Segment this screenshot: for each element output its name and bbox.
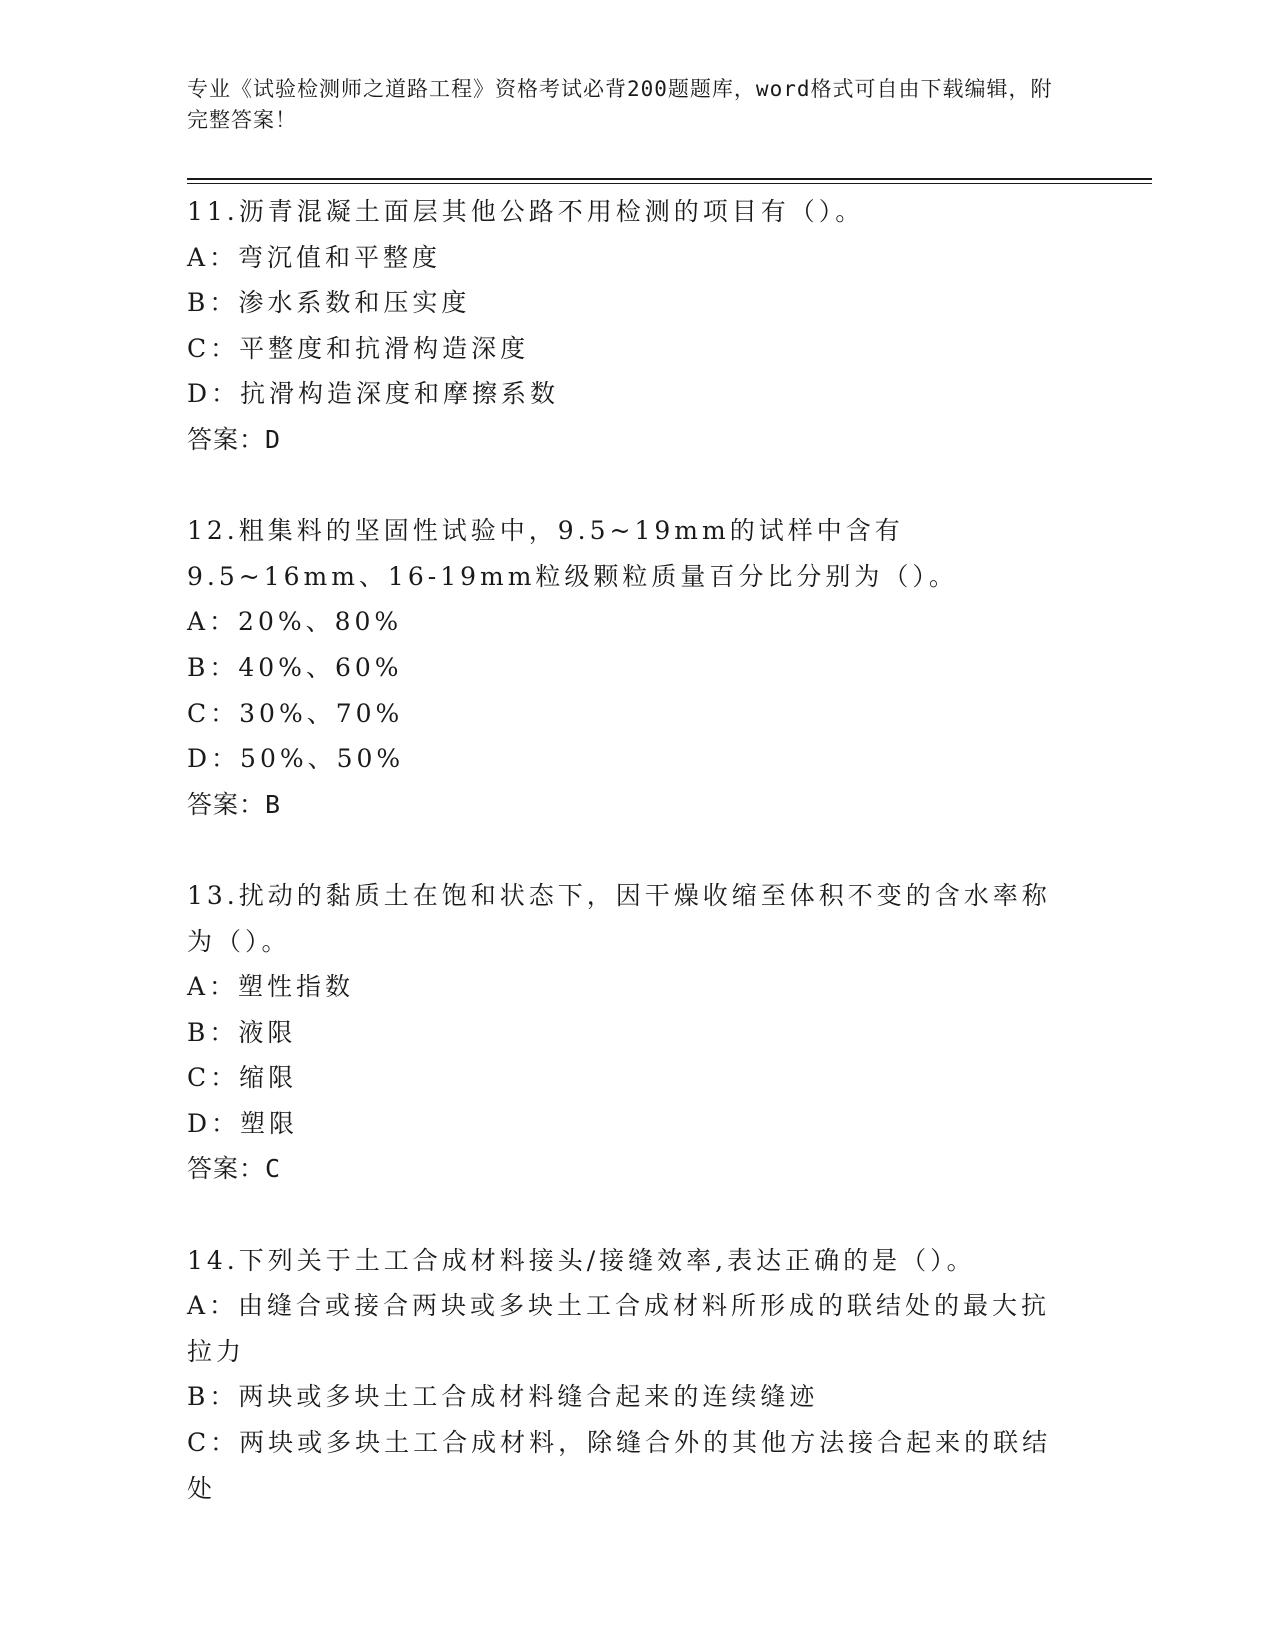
header-divider-thin xyxy=(187,183,1152,184)
answer-value: C xyxy=(265,1154,282,1184)
question-11 xyxy=(187,189,1067,463)
option-c: C：两块或多块土工合成材料，除缝合外的其他方法接合起来的联结处 xyxy=(187,1428,1052,1503)
option-b: B：渗水系数和压实度 xyxy=(187,288,471,318)
option-b: B：液限 xyxy=(187,1017,297,1047)
answer-value: B xyxy=(265,789,282,819)
question-stem: 13.扰动的黏质土在饱和状态下，因干燥收缩至体积不变的含水率称为（）。 xyxy=(187,880,1051,956)
option-b: B：两块或多块土工合成材料缝合起来的连续缝迹 xyxy=(187,1382,819,1412)
header-divider-thick xyxy=(187,178,1152,180)
question-stem: 12.粗集料的坚固性试验中，9.5~19mm的试样中含有9.5~16mm、16-19mm粒级颗粒质量百分比分别为（）。 xyxy=(187,516,958,591)
question-13 xyxy=(187,873,1067,1192)
answer-label: 答案： xyxy=(187,1154,266,1184)
document-header: 专业《试验检测师之道路工程》资格考试必背200题题库，word格式可自由下载编辑，附完整答案！ xyxy=(187,77,1053,132)
option-d: D：塑限 xyxy=(187,1108,299,1138)
option-c: C：30%、70% xyxy=(187,698,404,728)
option-a: A：20%、80% xyxy=(187,607,403,637)
answer-line xyxy=(187,1146,1067,1192)
answer-label: 答案： xyxy=(187,789,266,819)
option-b: B：40%、60% xyxy=(187,652,403,682)
option-a: A：塑性指数 xyxy=(187,972,355,1002)
option-a: A：弯沉值和平整度 xyxy=(187,242,442,272)
question-stem: 14.下列关于土工合成材料接头/接缝效率,表达正确的是（）。 xyxy=(187,1245,976,1275)
option-c: C：平整度和抗滑构造深度 xyxy=(187,333,530,363)
option-a: A：由缝合或接合两块或多块土工合成材料所形成的联结处的最大抗拉力 xyxy=(187,1291,1051,1366)
option-c: C：缩限 xyxy=(187,1063,298,1093)
question-stem: 11.沥青混凝土面层其他公路不用检测的项目有（）。 xyxy=(187,197,865,226)
answer-line xyxy=(187,417,1067,463)
answer-line xyxy=(187,782,1067,828)
option-d: D：50%、50% xyxy=(187,744,405,774)
answer-value: D xyxy=(265,424,282,454)
answer-label: 答案： xyxy=(187,424,266,454)
question-14 xyxy=(187,1238,1067,1512)
question-12 xyxy=(187,508,1067,827)
question-list xyxy=(187,189,1067,1557)
option-d: D：抗滑构造深度和摩擦系数 xyxy=(187,379,560,409)
